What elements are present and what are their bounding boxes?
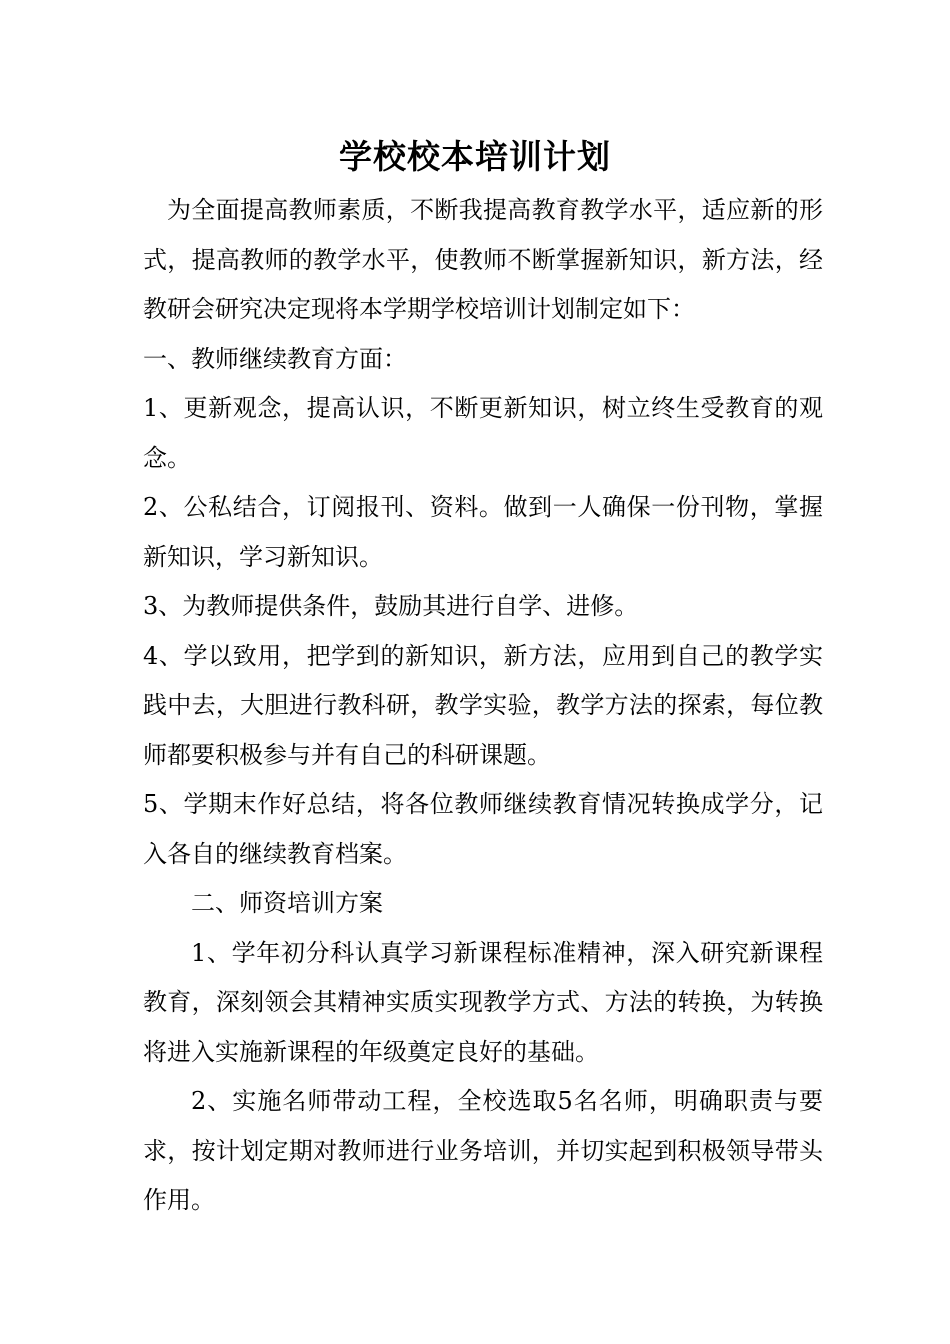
intro-paragraph: 为全面提高教师素质，不断我提高教育教学水平，适应新的形式，提高教师的教学水平，使教师不断掌握新知识，新方法，经教研会研究决定现将本学期学校培训计划制定如下： <box>143 196 823 323</box>
list-item: 3、为教师提供条件，鼓励其进行自学、进修。 <box>143 592 639 620</box>
list-item: 1、更新观念，提高认识，不断更新知识，树立终生受教育的观念。 <box>143 394 823 472</box>
list-item: 2、实施名师带动工程，全校选取5名名师，明确职责与要求，按计划定期对教师进行业务培训，并切实起到积极领导带头作用。 <box>143 1087 823 1214</box>
document-body <box>143 186 823 1226</box>
list-item: 2、公私结合，订阅报刊、资料。做到一人确保一份刊物，掌握新知识，学习新知识。 <box>143 493 823 571</box>
list-item: 1、学年初分科认真学习新课程标准精神，深入研究新课程教育，深刻领会其精神实质实现教学方式、方法的转换，为转换将进入实施新课程的年级奠定良好的基础。 <box>143 938 823 1066</box>
section-heading-continuing-education: 一、教师继续教育方面： <box>143 344 407 373</box>
section-heading-teacher-training: 二、师资培训方案 <box>191 889 383 917</box>
document-title: 学校校本培训计划 <box>339 137 611 176</box>
list-item: 4、学以致用，把学到的新知识，新方法，应用到自己的教学实践中去，大胆进行教科研，教学实验，教学方法的探索，每位教师都要积极参与并有自己的科研课题。 <box>143 641 823 769</box>
list-item: 5、学期末作好总结，将各位教师继续教育情况转换成学分，记入各自的继续教育档案。 <box>143 790 823 868</box>
